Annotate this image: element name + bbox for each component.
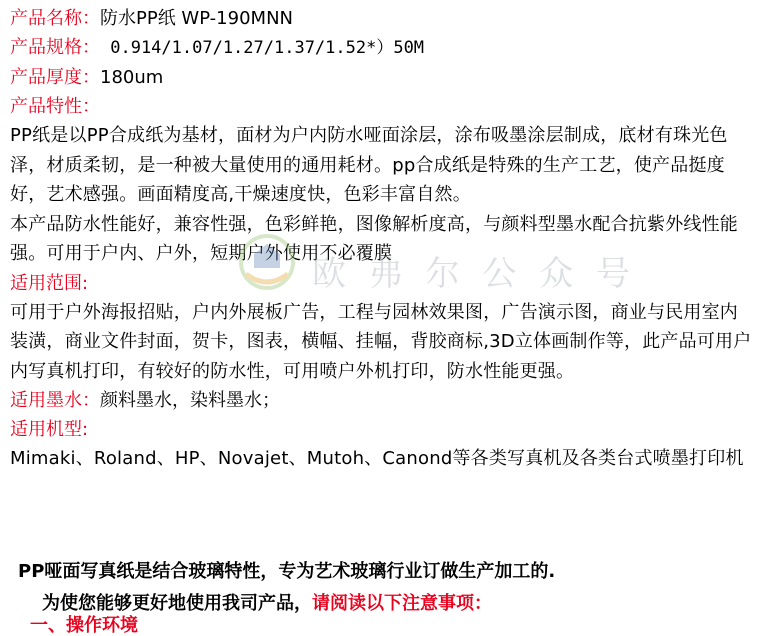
product-thickness-row [10,63,755,92]
notice-line-2-red: 请阅读以下注意事项： [312,593,492,614]
machine-row [10,415,755,444]
product-spec-row [10,33,755,63]
features-paragraph-1: PP纸是以PP合成纸为基材，面材为户内防水哑面涂层，涂布吸墨涂层制成，底材有珠光色泽，材质柔韧，是一种被大量使用的通用耗材。pp合成纸是特殊的生产工艺，使产品挺度好，艺术感强。画面精度高,干燥速度快，色彩丰富自然。 [10,125,728,205]
notice-line-3-cut: 一、操作环境 [30,615,138,636]
ink-label: 适用墨水： [10,390,100,411]
product-thickness-value: 180um [100,67,164,88]
notice-line-1: PP哑面写真纸是结合玻璃特性，专为艺术玻璃行业订做生产加工的. [18,561,556,582]
product-name-value: 防水PP纸 WP-190MNN [100,8,293,29]
notice-section [18,556,758,620]
product-thickness-label: 产品厚度： [10,67,100,88]
product-name-row [10,4,755,33]
ink-value: 颜料墨水，染料墨水； [100,390,280,411]
product-spec-label: 产品规格： [10,37,100,58]
product-spec-value: 0.914/1.07/1.27/1.37/1.52*）50M [100,38,425,58]
scope-label: 适用范围: [10,272,89,294]
watermark-text: 欧 弗 尔 公 众 号 [312,254,637,294]
features-paragraph-2: 本产品防水性能好，兼容性强，色彩鲜艳，图像解析度高，与颜料型墨水配合抗紫外线性能强。可用于户内、户外，短期户外使用不必覆膜 [10,213,738,264]
notice-line-2-black: 为使您能够更好地使用我司产品， [42,593,312,614]
product-features-row [10,92,755,121]
ink-row [10,386,755,415]
scope-paragraph: 可用于户外海报招贴，户内外展板广告，工程与园林效果图，广告演示图，商业与民用室内装潢，商业文件封面，贺卡，图表，横幅、挂幅，背胶商标,3D立体画制作等，此产品可用户内写真机打印，有较好的防水性，可用喷户外机打印，防水性能更强。 [10,301,752,382]
product-name-label: 产品名称： [10,8,100,29]
product-document [10,4,755,474]
machine-paragraph: Mimaki、Roland、HP、Novajet、Mutoh、Canond等各类写真机及各类台式喷墨打印机 [10,448,744,469]
scope-row [10,269,755,298]
product-features-label: 产品特性： [10,96,100,117]
machine-label: 适用机型: [10,419,89,440]
